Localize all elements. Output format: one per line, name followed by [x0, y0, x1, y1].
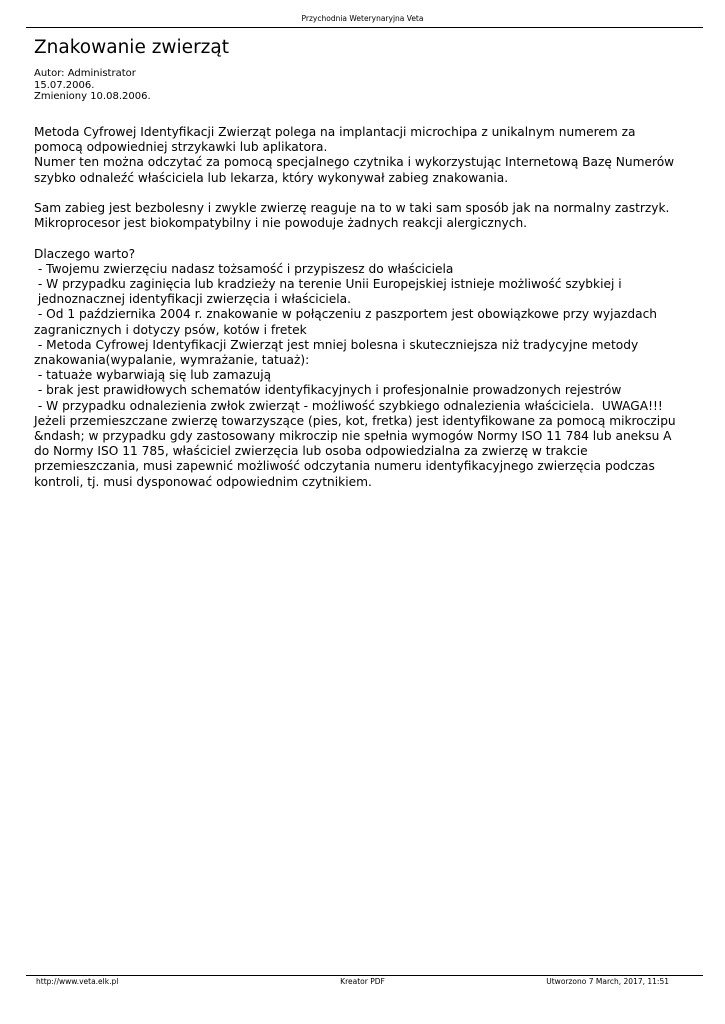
- footer-divider: [26, 975, 703, 976]
- article-body: [34, 125, 700, 505]
- text-line: Metoda Cyfrowej Identyfikacji Zwierząt polega na implantacji microchipa z unikalnym numerem za: [34, 125, 636, 139]
- article-paragraph: [34, 201, 700, 231]
- footer-created: Utworzono 7 March, 2017, 11:51: [546, 977, 669, 986]
- modified-line: Zmieniony 10.08.2006.: [34, 91, 151, 102]
- text-line: - Metoda Cyfrowej Identyfikacji Zwierząt jest mniej bolesna i skuteczniejsza niż tradycyjne metody: [34, 337, 639, 352]
- text-line: do Normy ISO 11 785, właściciel zwierzęcia lub osoba odpowiedzialna za zwierzę w trakcie: [34, 444, 588, 459]
- text-line: zagranicznych i dotyczy psów, kotów i fretek: [34, 322, 307, 337]
- text-line: szybko odnaleźć właściciela lub lekarza, który wykonywał zabieg znakowania.: [34, 170, 509, 185]
- text-line: Sam zabieg jest bezbolesny i zwykle zwierzę reaguje na to w taki sam sposób jak na normalny zastrzyk.: [34, 201, 670, 215]
- header-divider: [26, 27, 703, 28]
- text-line: Mikroprocesor jest biokompatybilny i nie powoduje żadnych reakcji alergicznych.: [34, 216, 528, 231]
- text-line: pomocą odpowiedniej strzykawki lub aplikatora.: [34, 140, 328, 155]
- created-date: 15.07.2006.: [34, 79, 95, 91]
- text-line: jednoznacznej identyfikacji zwierzęcia i właściciela.: [34, 292, 352, 307]
- text-line: - W przypadku odnalezienia zwłok zwierząt - możliwość szybkiego odnalezienia właściciela. UWAGA!!!: [34, 398, 663, 413]
- text-line: - brak jest prawidłowych schematów identyfikacyjnych i profesjonalnie prowadzonych rejestrów: [34, 383, 622, 398]
- text-line: - Twojemu zwierzęciu nadasz tożsamość i przypiszesz do właściciela: [34, 261, 454, 276]
- article-paragraph: [34, 125, 700, 186]
- text-line: - W przypadku zaginięcia lub kradzieży na terenie Unii Europejskiej istnieje możliwość szybkiej i: [34, 277, 622, 291]
- author-line: Autor: Administrator: [34, 68, 136, 79]
- text-line: - tatuaże wybarwiają się lub zamazują: [34, 368, 272, 383]
- text-line: znakowania(wypalanie, wymrażanie, tatuaż):: [34, 353, 310, 368]
- footer-generator: Kreator PDF: [340, 977, 385, 986]
- text-line: kontroli, tj. musi dysponować odpowiednim czytnikiem.: [34, 474, 372, 489]
- text-line: &ndash; w przypadku gdy zastosowany mikroczip nie spełnia wymogów Normy ISO 11 784 lub aneksu A: [34, 429, 672, 444]
- page-header: [0, 14, 725, 24]
- site-name: Przychodnia Weterynaryjna Veta: [301, 14, 424, 23]
- text-line: przemieszczania, musi zapewnić możliwość odczytania numeru identyfikacyjnego zwierzęcia podczas: [34, 459, 655, 474]
- text-line: Numer ten można odczytać za pomocą specjalnego czytnika i wykorzystując Internetową Bazę Numerów: [34, 155, 675, 170]
- footer-url: http://www.veta.elk.pl: [36, 977, 119, 986]
- text-line: Dlaczego warto?: [34, 246, 136, 261]
- text-line: Jeżeli przemieszczane zwierzę towarzyszące (pies, kot, fretka) jest identyfikowane za pomocą mikroczipu: [34, 413, 676, 428]
- text-line: - Od 1 października 2004 r. znakowanie w połączeniu z paszportem jest obowiązkowe przy wyjazdach: [34, 307, 657, 322]
- article-meta: [34, 68, 151, 103]
- article-paragraph: [34, 247, 700, 490]
- article-title: Znakowanie zwierząt: [34, 37, 229, 58]
